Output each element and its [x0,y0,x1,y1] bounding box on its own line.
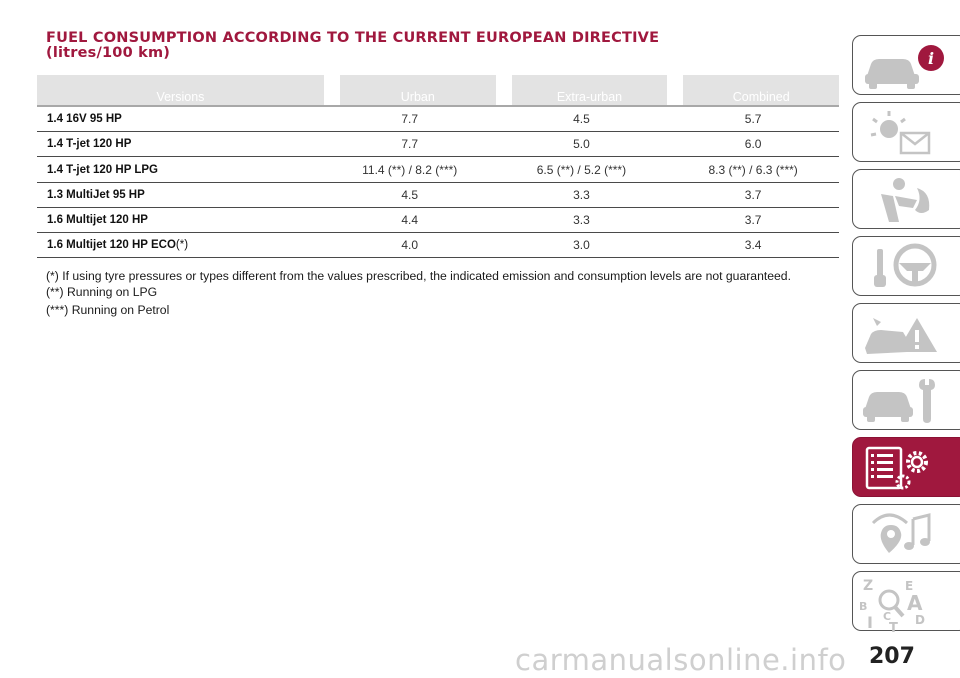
table-row [37,157,839,183]
table-row [37,233,839,258]
multimedia-music-icon [859,509,959,561]
page-heading [46,31,826,61]
tab-servicing[interactable] [852,370,960,430]
tab-index[interactable] [852,571,960,631]
urban-cell: 4.4 [324,208,496,233]
heading-line-1: FUEL CONSUMPTION ACCORDING TO THE CURRENT EUROPEAN DIRECTIVE [46,30,660,46]
combined-cell: 5.7 [667,107,839,132]
heading-line-2: (litres/100 km) [46,45,171,61]
index-letter-a: A [907,591,923,615]
version-cell: 1.4 T-jet 120 HP LPG [37,157,324,183]
index-letter-b: B [859,600,868,613]
page-number: 207 [869,644,915,669]
urban-cell: 11.4 (**) / 8.2 (***) [324,157,496,183]
extra-urban-cell: 3.3 [496,183,668,208]
footnote-2: (**) Running on LPG [46,285,158,299]
table-header-row [37,75,839,107]
header-versions: Versions [37,75,324,107]
urban-cell: 4.0 [324,233,496,258]
fuel-consumption-table [37,75,839,258]
version-cell: 1.4 T-jet 120 HP [37,132,324,157]
car-info-icon [859,40,959,92]
tab-safety[interactable] [852,169,960,229]
index-letter-t: T [889,621,898,632]
tab-starting-driving[interactable] [852,236,960,296]
index-letter-e: E [905,579,914,593]
footnote-3: (***) Running on Petrol [46,303,170,317]
key-steering-wheel-icon [859,241,959,293]
tab-warning-lights[interactable] [852,102,960,162]
tab-multimedia[interactable] [852,504,960,564]
tab-car-info[interactable] [852,35,960,95]
version-cell: 1.3 MultiJet 95 HP [37,183,324,208]
index-letter-d: D [915,613,925,627]
header-combined: Combined [683,75,839,107]
watermark: carmanualsonline.info [515,643,847,677]
index-letter-z: Z [863,578,874,594]
urban-cell: 7.7 [324,107,496,132]
seat-airbag-icon [859,174,959,226]
tab-technical-data[interactable] [852,437,960,497]
extra-urban-cell: 5.0 [496,132,668,157]
technical-data-gear-icon [859,442,959,494]
table-row [37,107,839,132]
warning-light-message-icon [859,107,959,159]
version-cell: 1.6 Multijet 120 HP ECO(*) [37,233,324,258]
index-letter-c: C [883,610,892,623]
extra-urban-cell: 3.0 [496,233,668,258]
car-emergency-icon [859,308,959,360]
footnotes [46,268,791,318]
combined-cell: 8.3 (**) / 6.3 (***) [667,157,839,183]
index-search-icon [859,576,959,632]
combined-cell: 6.0 [667,132,839,157]
index-letter-i: I [867,613,873,632]
header-urban: Urban [340,75,496,107]
svg-text:i: i [928,49,935,68]
urban-cell: 7.7 [324,132,496,157]
footnote-1: (*) If using tyre pressures or types different from the values prescribed, the indicated emission and consumption levels are not guaranteed. [46,269,791,283]
extra-urban-cell: 3.3 [496,208,668,233]
table-row [37,183,839,208]
extra-urban-cell: 4.5 [496,107,668,132]
combined-cell: 3.7 [667,208,839,233]
combined-cell: 3.7 [667,183,839,208]
extra-urban-cell: 6.5 (**) / 5.2 (***) [496,157,668,183]
table-row [37,132,839,157]
combined-cell: 3.4 [667,233,839,258]
table-row [37,208,839,233]
footnote-marker: (*) [175,239,189,251]
tab-emergency[interactable] [852,303,960,363]
version-cell: 1.4 16V 95 HP [37,107,324,132]
urban-cell: 4.5 [324,183,496,208]
header-extra-urban: Extra-urban [512,75,668,107]
version-cell: 1.6 Multijet 120 HP [37,208,324,233]
car-wrench-icon [859,375,959,427]
